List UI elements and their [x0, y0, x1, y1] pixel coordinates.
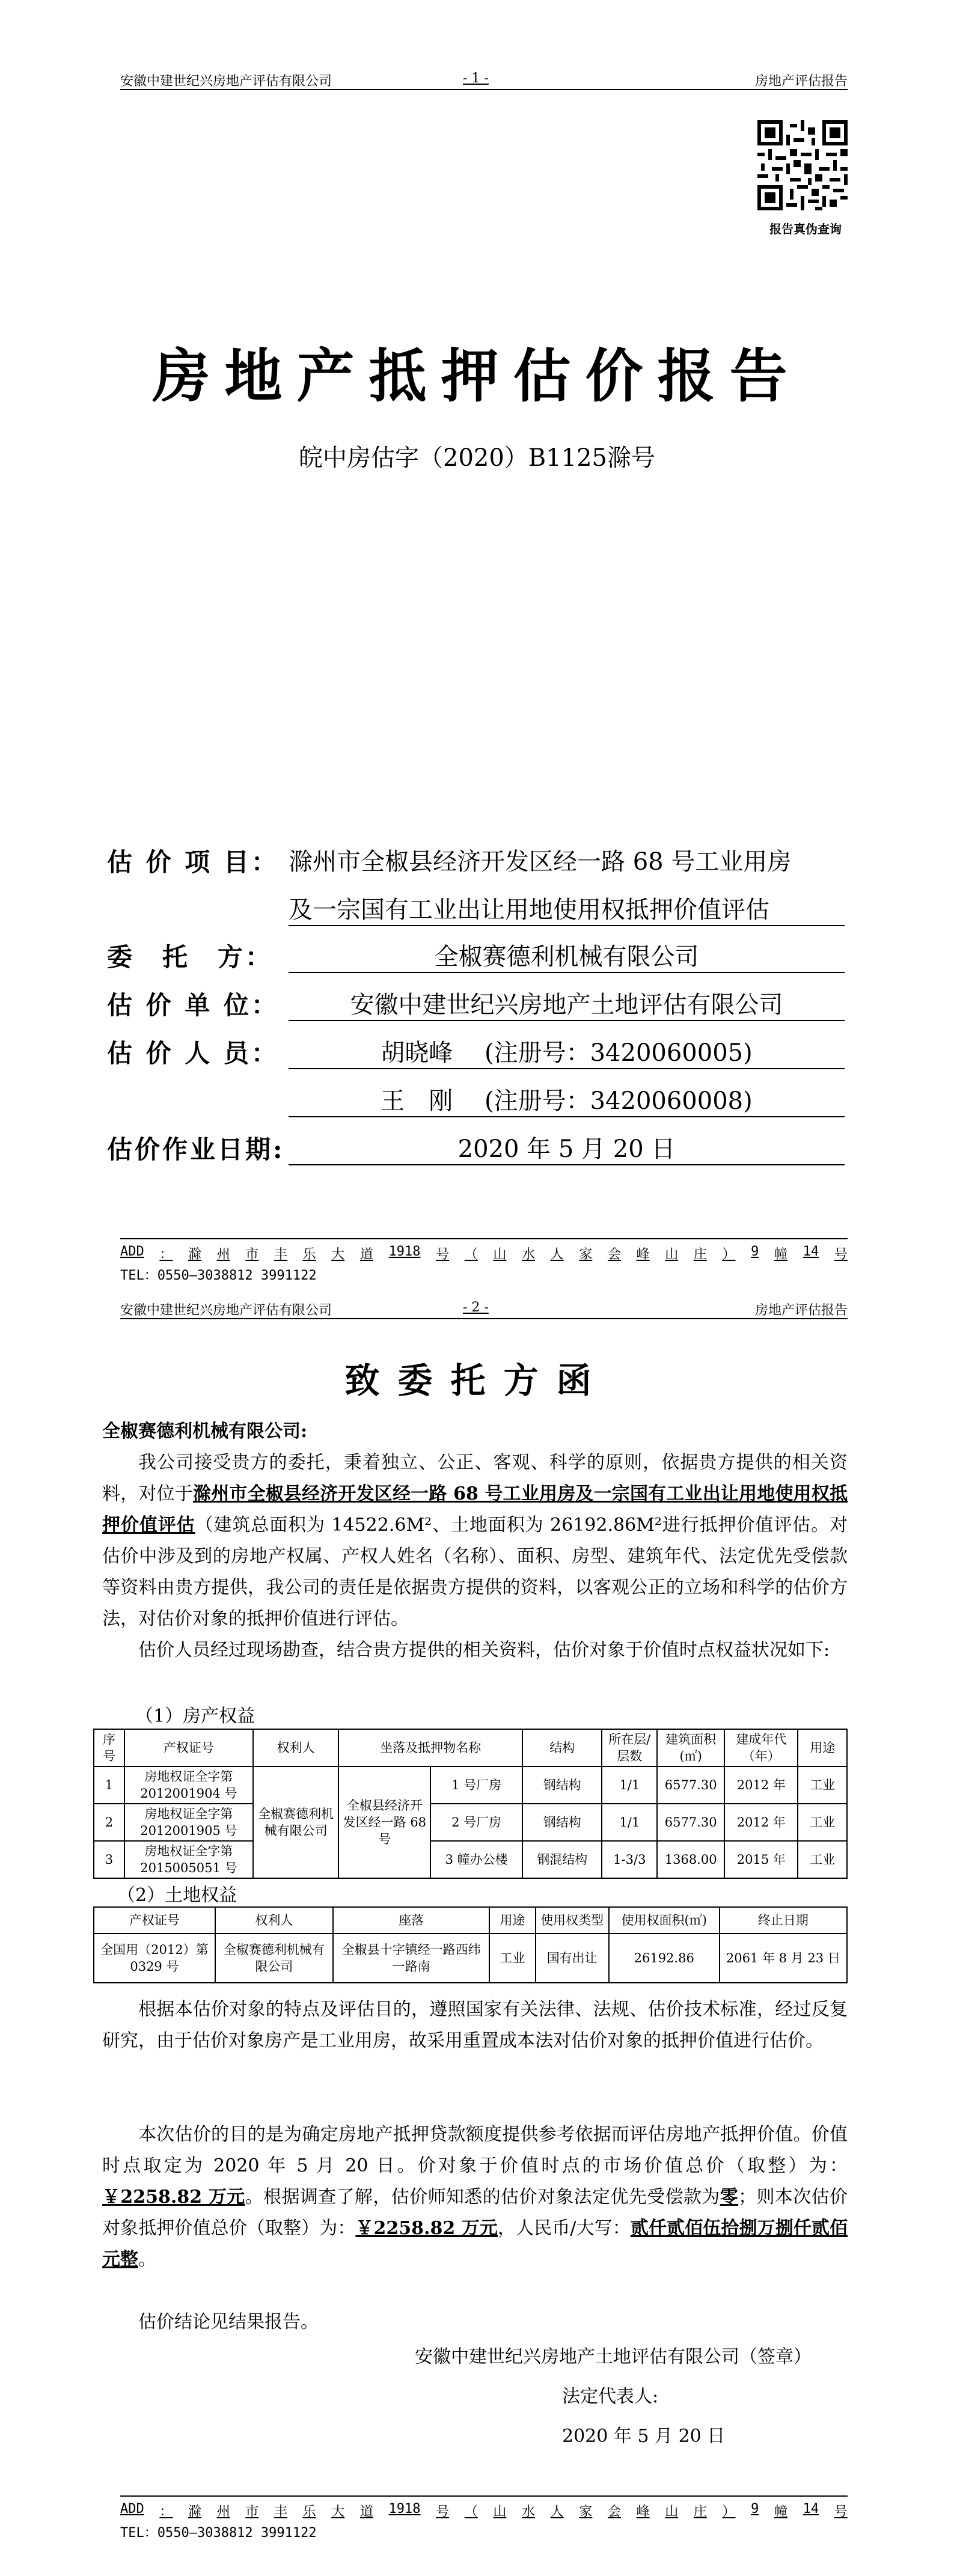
footer-address-char: 9: [751, 1244, 759, 1259]
signature-org: 安徽中建世纪兴房地产土地评估有限公司（签章）: [415, 2346, 812, 2367]
work-date: 2020 年 5 月 20 日: [289, 1130, 845, 1165]
footer-address-char: 号: [436, 1247, 450, 1262]
table-header: 使用权类型: [536, 1907, 609, 1934]
table-header: 座落: [333, 1907, 490, 1934]
table-header: 用途: [798, 1729, 847, 1766]
project-line-1: 滁州市全椒县经济开发区经一路 68 号工业用房: [289, 848, 792, 876]
footer-address-char: 山: [665, 2504, 679, 2520]
land-rights-heading: （2）土地权益: [117, 1885, 237, 1906]
appraisers-label: 估 价 人 员：: [107, 1039, 279, 1068]
table-header: 序号: [94, 1729, 124, 1766]
table-header: 终止日期: [720, 1907, 847, 1934]
footer-address-char: （: [464, 1247, 478, 1262]
footer-address-char: 14: [803, 1244, 819, 1259]
footer-address-char: ADD: [120, 2501, 144, 2516]
qr-code-icon[interactable]: [757, 120, 848, 210]
footer-address-char: 号: [834, 1247, 848, 1262]
footer-address-char: 峰: [636, 2504, 650, 2520]
letter-paragraph-5: 估价结论见结果报告。: [138, 2312, 319, 2333]
footer-address-char: （: [464, 2504, 478, 2520]
footer-address-char: 9: [751, 2501, 759, 2516]
footer-address-char: 滁: [188, 2504, 202, 2520]
table-header: 产权证号: [94, 1907, 215, 1934]
table-row: 2 房地权证全字第 2012001905 号 2 号厂房 钢结构 1/1 6577.30 2012 年 工业: [94, 1804, 847, 1841]
footer-address-char: 大: [331, 2504, 345, 2520]
footer-address-char: ：: [159, 1247, 173, 1262]
page-header: [120, 1295, 848, 1319]
letter-paragraph-2: 估价人员经过现场勘查，结合贵方提供的相关资料，估价对象于价值时点权益状况如下:: [138, 1640, 830, 1661]
table-row: 3 房地权证全字第 2015005051 号 3 幢办公楼 钢混结构 1-3/3 1368.00 2015 年 工业: [94, 1841, 847, 1878]
footer-address-char: ）: [722, 1247, 736, 1262]
table-header: 坐落及抵押物名称: [338, 1729, 522, 1766]
client-label: 委 托 方：: [107, 942, 274, 972]
letter-paragraph-3: 根据本估价对象的特点及评估目的，遵照国家有关法律、法规、估价技术标准，经过反复研究，由于估价对象房产是工业用房，故采用重置成本法对估价对象的抵押价值进行估价。: [102, 1999, 848, 2051]
footer-address-char: 滁: [188, 1247, 202, 1262]
footer-address-char: 州: [216, 2504, 230, 2520]
appraiser-org: 安徽中建世纪兴房地产土地评估有限公司: [289, 986, 845, 1021]
footer-address-char: 水: [522, 1247, 536, 1262]
table-header: 产权证号: [124, 1729, 253, 1766]
page-header: [120, 66, 848, 90]
footer-address-char: 山: [665, 1247, 679, 1262]
footer-address-char: 会: [607, 2504, 621, 2520]
footer-address: [120, 2501, 848, 2520]
table-row: 全国用（2012）第 0329 号 全椒赛德利机械有限公司 全椒县十字镇经一路西纬一路南 工业 国有出让 26192.86 2061 年 8 月 23 日: [94, 1934, 847, 1983]
letter-salutation: 全椒赛德利机械有限公司:: [102, 1421, 308, 1442]
footer-address-char: 道: [359, 1247, 373, 1262]
table-row: 1 房地权证全字第 2012001904 号 全椒赛德利机械有限公司 全椒县经济开发区经一路 68 号 1 号厂房 钢结构 1/1 6577.30 2012 年 工业: [94, 1766, 847, 1804]
table-header: 权利人: [215, 1907, 333, 1934]
footer-tel: TEL：0550—3038812 3991122: [120, 2526, 317, 2541]
letter-title: 致委托方函: [344, 1360, 610, 1401]
header-company: 安徽中建世纪兴房地产评估有限公司: [120, 1303, 332, 1318]
table-header: 结构: [522, 1729, 602, 1766]
header-doc-type: 房地产评估报告: [754, 74, 848, 89]
footer-address-char: 乐: [302, 2504, 316, 2520]
project-line-2: 及一宗国有工业出让用地使用权抵押价值评估: [289, 891, 845, 926]
owner-cell: 全椒赛德利机械有限公司: [253, 1766, 339, 1878]
report-number: 皖中房估字（2020）B1125滁号: [299, 444, 655, 472]
report-title: 房地产抵押估价报告: [152, 342, 802, 410]
date-label: 估价作业日期:: [107, 1135, 285, 1164]
footer-address-char: 市: [245, 1247, 259, 1262]
footer-address-char: 庄: [693, 2504, 707, 2520]
letter-paragraph-4: 本次估价的目的是为确定房地产抵押贷款额度提供参考依据而评估房地产抵押价值。价值时点取定为 2020 年 5 月 20 日。价对象于价值时点的市场价值总价（取整）为：￥2258.82 万元。根据调查了解，估价师知悉的估价对象法定优先受偿款为零；则本次估价对象抵押价值总价（取整）为：￥2258.82 万元，人民币/大写：贰仟贰佰伍拾捌万捌仟贰佰元整。: [102, 2124, 848, 2270]
letter-paragraph-1: 我公司接受贵方的委托，秉着独立、公正、客观、科学的原则，依据贵方提供的相关资料，对位于滁州市全椒县经济开发区经一路 68 号工业用房及一宗国有工业出让用地使用权抵押价值评估（建筑总面积为 14522.6M²、土地面积为 26192.86M²进行抵押价值评估。对估价中涉及到的房地产权属、产权人姓名（名称）、面积、房型、建筑年代、法定优先受偿款等资料由贵方提供，我公司的责任是依据贵方提供的资料，以客观公正的立场和科学的估价方法，对估价对象的抵押价值进行评估。: [102, 1452, 848, 1629]
footer-address-char: 峰: [636, 1247, 650, 1262]
footer-address-char: 水: [522, 2504, 536, 2520]
footer-address: [120, 1244, 848, 1263]
appraiser-2: 王 刚 (注册号：3420060008): [289, 1082, 845, 1117]
footer-address-char: 幢: [774, 2504, 788, 2520]
footer-address-char: 道: [359, 2504, 373, 2520]
page-footer: [120, 2495, 848, 2541]
appraiser-1: 胡晓峰 (注册号：3420060005): [289, 1034, 845, 1069]
header-page-number: - 1 -: [463, 71, 489, 86]
footer-address-char: 幢: [774, 1247, 788, 1262]
table-header: 用途: [489, 1907, 535, 1934]
footer-tel: TEL：0550—3038812 3991122: [120, 1268, 317, 1283]
page-footer: [120, 1238, 848, 1284]
footer-address-char: 号: [436, 2504, 450, 2520]
location-cell: 全椒县经济开发区经一路 68 号: [338, 1766, 430, 1878]
footer-address-char: 大: [331, 1247, 345, 1262]
land-rights-table: [93, 1906, 848, 1983]
house-rights-heading: （1）房产权益: [135, 1706, 255, 1727]
footer-address-char: 山: [493, 2504, 507, 2520]
footer-address-char: 号: [834, 2504, 848, 2520]
footer-address-char: 州: [216, 1247, 230, 1262]
footer-address-char: 人: [550, 1247, 564, 1262]
project-label: 估 价 项 目：: [107, 847, 279, 877]
table-header: 建成年代（年）: [724, 1729, 798, 1766]
footer-address-char: 丰: [274, 1247, 287, 1262]
qr-caption: 报告真伪查询: [769, 222, 842, 236]
signature-representative: 法定代表人:: [562, 2386, 659, 2407]
footer-address-char: 乐: [302, 1247, 316, 1262]
footer-address-char: 会: [607, 1247, 621, 1262]
table-header: 使用权面积(㎡): [609, 1907, 720, 1934]
header-company: 安徽中建世纪兴房地产评估有限公司: [120, 74, 332, 89]
footer-address-char: ADD: [120, 1244, 144, 1259]
footer-address-char: 庄: [693, 1247, 707, 1262]
footer-address-char: 家: [579, 1247, 593, 1262]
footer-address-char: 市: [245, 2504, 259, 2520]
footer-address-char: 1918: [388, 2501, 421, 2516]
house-rights-table: [93, 1729, 848, 1879]
signature-date: 2020 年 5 月 20 日: [562, 2426, 726, 2447]
footer-address-char: 人: [550, 2504, 564, 2520]
footer-address-char: ）: [722, 2504, 736, 2520]
footer-address-char: 1918: [388, 1244, 421, 1259]
table-header: 权利人: [253, 1729, 339, 1766]
appraiser-org-label: 估 价 单 位：: [107, 990, 279, 1020]
header-page-number: - 2 -: [463, 1300, 489, 1315]
footer-address-char: 山: [493, 1247, 507, 1262]
header-doc-type: 房地产评估报告: [754, 1303, 848, 1318]
footer-address-char: 家: [579, 2504, 593, 2520]
footer-address-char: 丰: [274, 2504, 287, 2520]
table-header: 所在层/层数: [602, 1729, 657, 1766]
footer-address-char: 14: [803, 2501, 819, 2516]
footer-address-char: ：: [159, 2504, 173, 2520]
table-header: 建筑面积(㎡): [657, 1729, 724, 1766]
client-name: 全椒赛德利机械有限公司: [289, 938, 845, 973]
